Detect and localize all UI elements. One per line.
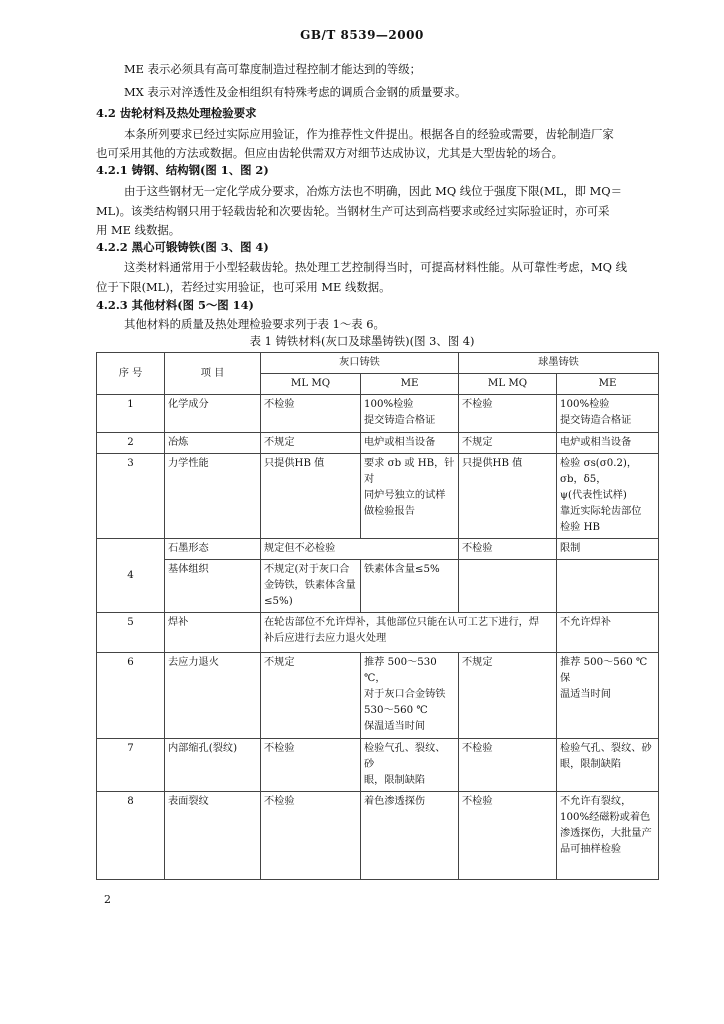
row-number: 2 — [97, 433, 165, 454]
row-number: 3 — [97, 454, 165, 539]
cell-ductile-me: 检验气孔、裂纹、砂 眼，限制缺陷 — [557, 739, 659, 792]
section-heading: 4.2 齿轮材料及热处理检验要求 — [96, 106, 257, 120]
row-number: 1 — [97, 395, 165, 433]
text-line: 本条所列要求已经过实际应用验证，作为推荐性文件提出。根据各自的经验或需要，齿轮制造厂家 — [124, 127, 614, 141]
cell-gray-ml-mq: 不检验 — [261, 395, 361, 433]
cell-gray-me: 铁素体含量≤5% — [361, 560, 459, 613]
row-item: 去应力退火 — [165, 653, 261, 739]
header-seq: 序 号 — [97, 353, 165, 395]
header-gray-iron: 灰口铸铁 — [261, 353, 459, 374]
table-row — [97, 395, 659, 433]
cell-gray-me: 着色渗透探伤 — [361, 792, 459, 880]
row-item: 力学性能 — [165, 454, 261, 539]
cell-gray: 规定但不必检验 — [261, 539, 459, 560]
row-item: 基体组织 — [165, 560, 261, 613]
cell-gray-ml-mq: 不规定 — [261, 433, 361, 454]
cell-ductile-ml-mq: 不检验 — [459, 739, 557, 792]
row-number: 8 — [97, 792, 165, 880]
table-row — [97, 792, 659, 880]
table-row — [97, 560, 659, 613]
section-heading: 4.2.2 黑心可锻铸铁(图 3、图 4) — [96, 240, 269, 254]
cell-ductile-ml-mq: 不检验 — [459, 539, 557, 560]
text-line: 位于下限(ML)，若经过实用验证，也可采用 ME 线数据。 — [96, 280, 391, 294]
cell-gray-me: 100%检验 提交铸造合格证 — [361, 395, 459, 433]
row-item: 化学成分 — [165, 395, 261, 433]
cell-gray-me: 检验气孔、裂纹、砂 眼，限制缺陷 — [361, 739, 459, 792]
table-row — [97, 653, 659, 739]
cell-gray-me: 电炉或相当设备 — [361, 433, 459, 454]
cell-gray-ml-mq: 不检验 — [261, 792, 361, 880]
text-line: ME 表示必须具有高可靠度制造过程控制才能达到的等级； — [124, 62, 421, 76]
text-line: ML)。该类结构钢只用于轻载齿轮和次要齿轮。当钢材生产可达到高档要求或经过实际验证时，亦可采 — [96, 204, 610, 218]
section-heading: 4.2.3 其他材料(图 5～图 14) — [96, 298, 254, 312]
cell-gray-ml-mq: 不检验 — [261, 739, 361, 792]
page-number: 2 — [104, 893, 111, 906]
cell-ductile-me: 不允许有裂纹， 100%经磁粉或着色 渗透探伤，大批量产 品可抽样检验 — [557, 792, 659, 880]
cell-ductile-me: 不允许焊补 — [557, 613, 659, 653]
cell-ductile-me: 电炉或相当设备 — [557, 433, 659, 454]
row-number: 6 — [97, 653, 165, 739]
header-ductile-ml-mq: ML MQ — [459, 374, 557, 395]
table-row — [97, 454, 659, 539]
cell-ductile-me: 100%检验 提交铸造合格证 — [557, 395, 659, 433]
cell-ductile-me: 检验 σs(σ0.2)，σb，δ5， ψ(代表性试样) 靠近实际轮齿部位 检验 HB — [557, 454, 659, 539]
cell-ductile-ml-mq — [459, 560, 557, 613]
table-header-row — [97, 353, 659, 374]
header-item: 项 目 — [165, 353, 261, 395]
row-item: 焊补 — [165, 613, 261, 653]
table-row — [97, 613, 659, 653]
cell-gray-ml-mq: 不规定(对于灰口合 金铸铁，铁素体含量 ≤5%) — [261, 560, 361, 613]
table-row — [97, 433, 659, 454]
row-item: 石墨形态 — [165, 539, 261, 560]
section-heading: 4.2.1 铸钢、结构钢(图 1、图 2) — [96, 163, 269, 177]
cell-ductile-me — [557, 560, 659, 613]
text-line: 用 ME 线数据。 — [96, 223, 181, 237]
inspection-table — [96, 352, 659, 880]
header-gray-me: ME — [361, 374, 459, 395]
header-ductile-me: ME — [557, 374, 659, 395]
row-item: 内部缩孔(裂纹) — [165, 739, 261, 792]
cell-ductile-me: 推荐 500～560 ℃保 温适当时间 — [557, 653, 659, 739]
cell-gray-me: 要求 σb 或 HB，针对 同炉号独立的试样 做检验报告 — [361, 454, 459, 539]
text-line: 也可采用其他的方法或数据。但应由齿轮供需双方对细节达成协议，尤其是大型齿轮的场合。 — [96, 146, 564, 160]
row-item: 冶炼 — [165, 433, 261, 454]
cell-ductile-ml-mq: 只提供HB 值 — [459, 454, 557, 539]
cell-gray-ml-mq: 只提供HB 值 — [261, 454, 361, 539]
text-line: 由于这些钢材无一定化学成分要求，冶炼方法也不明确，因此 MQ 线位于强度下限(ML，即 MQ＝ — [124, 184, 622, 198]
cell-gray-ml-mq: 不规定 — [261, 653, 361, 739]
row-number: 5 — [97, 613, 165, 653]
row-number: 7 — [97, 739, 165, 792]
cell-ductile-me: 限制 — [557, 539, 659, 560]
row-item: 表面裂纹 — [165, 792, 261, 880]
text-line: MX 表示对淬透性及金相组织有特殊考虑的调质合金钢的质量要求。 — [124, 85, 467, 99]
cell-gray-me: 推荐 500～530 ℃， 对于灰口合金铸铁 530～560 ℃ 保温适当时间 — [361, 653, 459, 739]
table-row — [97, 739, 659, 792]
cell-ductile-ml-mq: 不规定 — [459, 653, 557, 739]
table-row — [97, 539, 659, 560]
text-line: 这类材料通常用于小型轻载齿轮。热处理工艺控制得当时，可提高材料性能。从可靠性考虑，MQ 线 — [124, 260, 628, 274]
cell-ductile-ml-mq: 不检验 — [459, 792, 557, 880]
row-number: 4 — [97, 539, 165, 613]
table-caption: 表 1 铸铁材料(灰口及球墨铸铁)(图 3、图 4) — [249, 334, 475, 348]
cell-span: 在轮齿部位不允许焊补，其他部位只能在认可工艺下进行，焊 补后应进行去应力退火处理 — [261, 613, 557, 653]
header-gray-ml-mq: ML MQ — [261, 374, 361, 395]
text-line: 其他材料的质量及热处理检验要求列于表 1～表 6。 — [124, 317, 385, 331]
cell-ductile-ml-mq: 不规定 — [459, 433, 557, 454]
header-ductile-iron: 球墨铸铁 — [459, 353, 659, 374]
cell-ductile-ml-mq: 不检验 — [459, 395, 557, 433]
page-header: GB/T 8539—2000 — [300, 28, 424, 42]
